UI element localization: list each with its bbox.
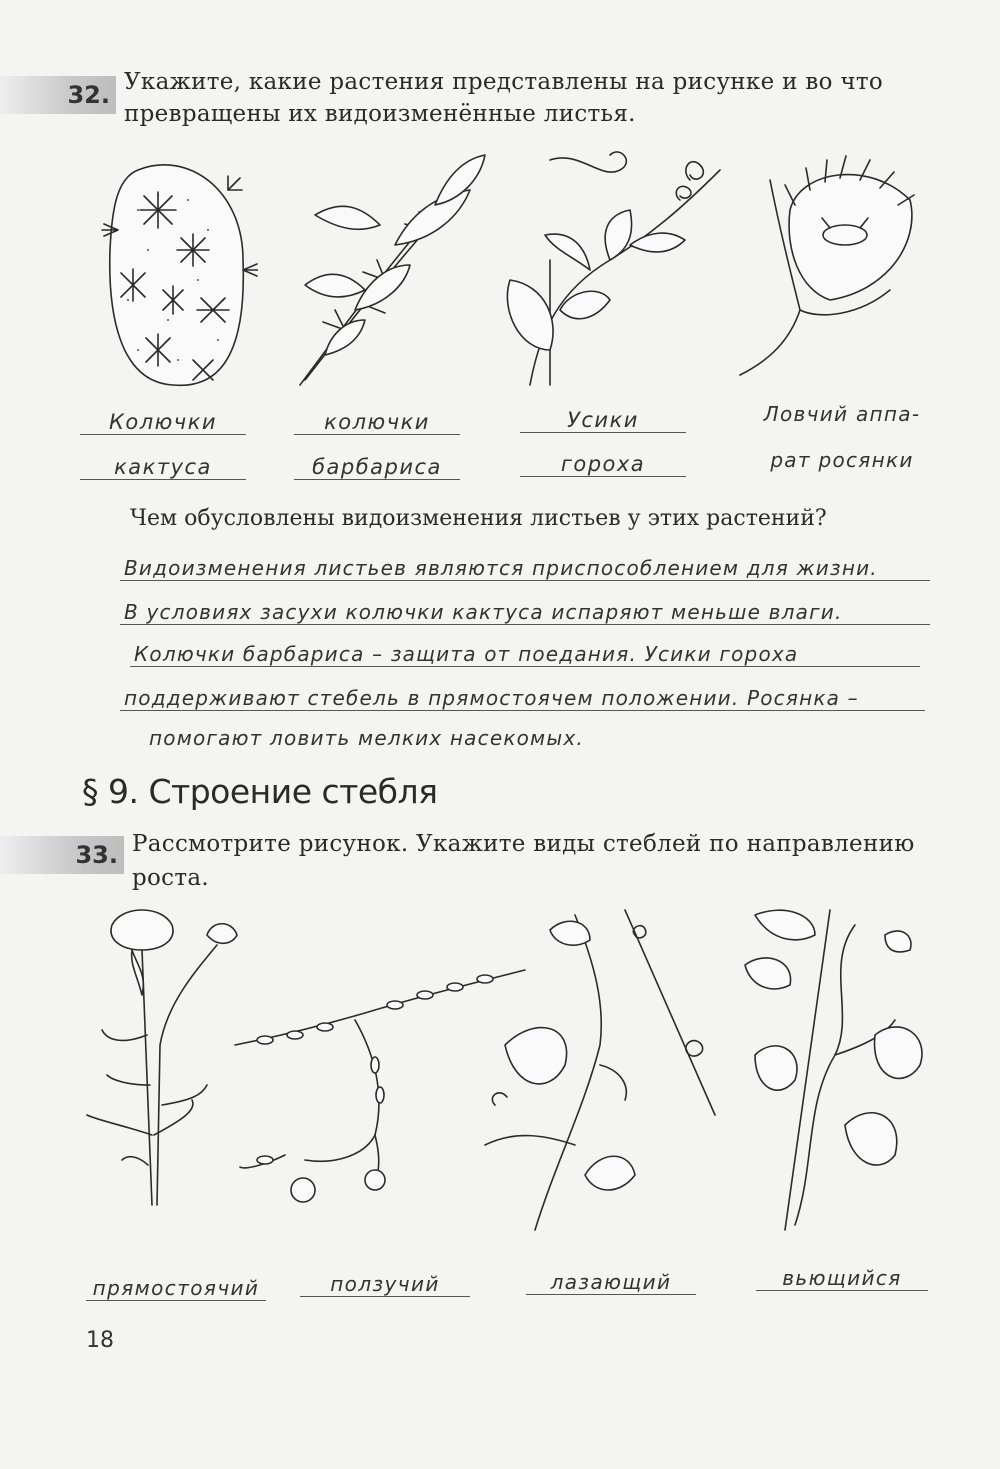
answer-barberry-line-1: колючки	[294, 410, 460, 435]
task-32-number: 32.	[0, 76, 116, 114]
answer-cactus-line-2: кактуса	[80, 455, 246, 480]
task-32-prompt-line-1: Укажите, какие растения представлены на рисунке и во что	[124, 69, 884, 95]
answer-pea-line-2: гороха	[520, 452, 686, 477]
answer-sundew-line-2: рат росянки	[770, 448, 914, 472]
answer-climbing-stem: лазающий	[526, 1270, 696, 1295]
answer-line-5: помогают ловить мелких насекомых.	[149, 726, 584, 750]
task-33-prompt-line-2: роста.	[132, 865, 209, 891]
answer-erect-stem: прямостоячий	[86, 1276, 266, 1301]
answer-barberry-line-2: барбариса	[294, 455, 460, 480]
answer-sundew-line-1: Ловчий аппа-	[763, 402, 921, 426]
answer-line-2: В условиях засухи колючки кактуса испаряют меньше влаги.	[120, 600, 930, 625]
answer-line-3: Колючки барбариса – защита от поедания. Усики гороха	[130, 642, 920, 667]
answer-line-4: поддерживают стебель в прямостоячем положении. Росянка –	[120, 686, 925, 711]
climbing-stem-icon	[455, 905, 725, 1235]
answer-pea-line-1: Усики	[520, 408, 686, 433]
section-title: § 9. Строение стебля	[82, 772, 438, 811]
task-32-prompt-line-2: превращены их видоизменённые листья.	[124, 101, 636, 127]
answer-cactus-line-1: Колючки	[80, 410, 246, 435]
pea-icon	[490, 140, 730, 390]
twining-stem-icon	[735, 905, 935, 1235]
sundew-icon	[720, 150, 920, 380]
barberry-icon	[285, 145, 490, 390]
page-number: 18	[86, 1328, 114, 1353]
task-33-number: 33.	[0, 836, 124, 874]
task-32-question: Чем обусловлены видоизменения листьев у этих растений?	[130, 506, 827, 531]
task-33-prompt-line-1: Рассмотрите рисунок. Укажите виды стеблей по направлению	[132, 831, 915, 857]
cactus-icon	[78, 150, 258, 400]
answer-line-1: Видоизменения листьев являются приспособлением для жизни.	[120, 556, 930, 581]
answer-twining-stem: вьющийся	[756, 1266, 928, 1291]
answer-creeping-stem: ползучий	[300, 1272, 470, 1297]
